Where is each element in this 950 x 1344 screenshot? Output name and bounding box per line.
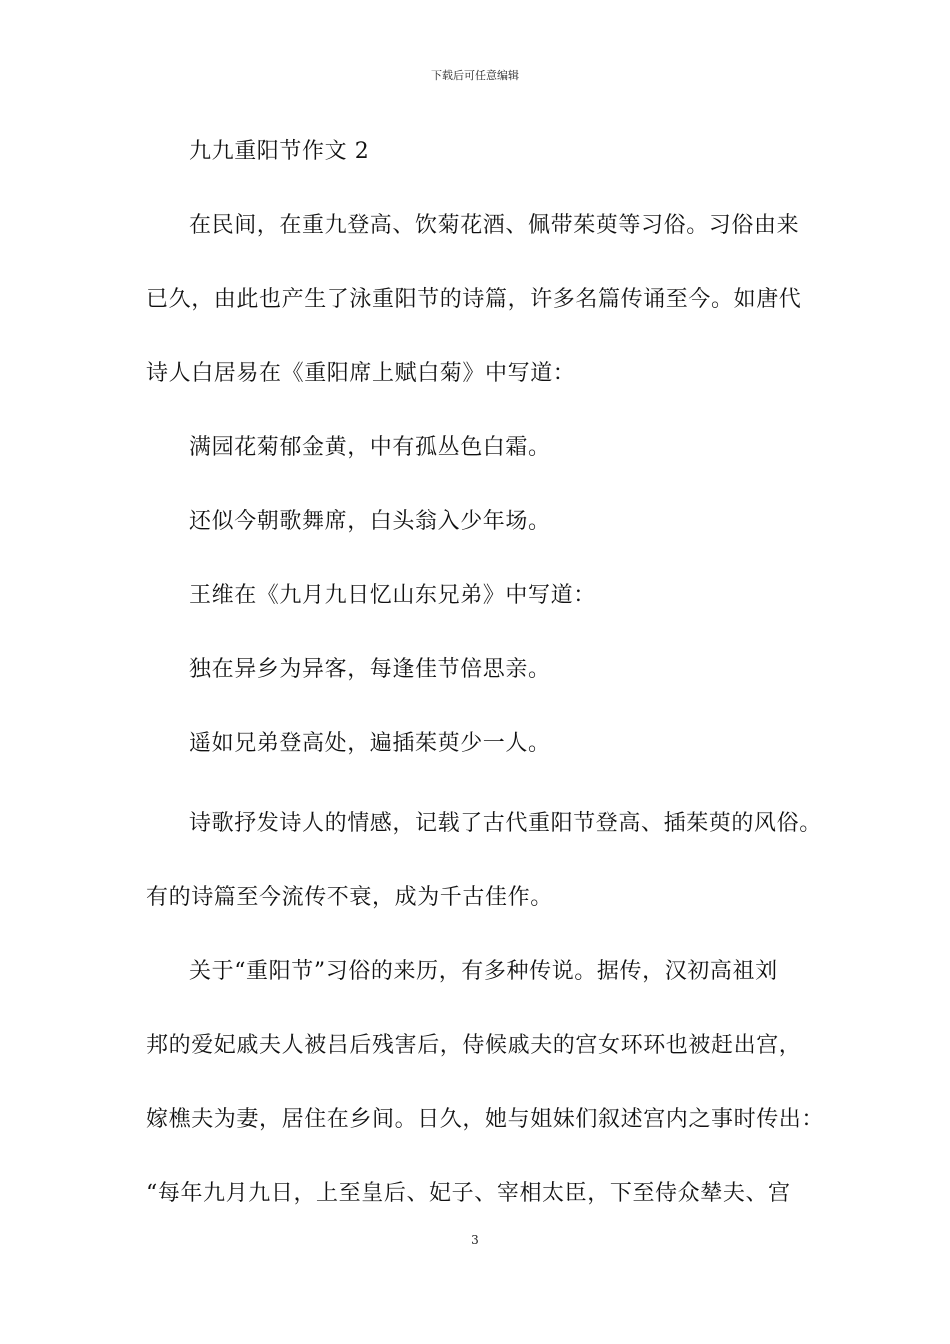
paragraph-line: 诗歌抒发诗人的情感，记载了古代重阳节登高、插茱萸的风俗。	[189, 811, 822, 836]
paragraph-line: 在民间，在重九登高、饮菊花酒、佩带茱萸等习俗。习俗由来	[189, 213, 800, 238]
poem-line: 独在异乡为异客，每逢佳节倍思亲。	[189, 657, 551, 682]
paragraph-line: 诗人白居易在《重阳席上赋白菊》中写道：	[146, 361, 576, 386]
paragraph-line: 有的诗篇至今流传不衰，成为千古佳作。	[146, 885, 553, 910]
page-number: 3	[471, 1233, 479, 1247]
paragraph-line: 关于“重阳节”习俗的来历，有多种传说。据传，汉初高祖刘	[189, 959, 778, 984]
paragraph-line: 嫁樵夫为妻，居住在乡间。日久，她与姐妹们叙述宫内之事时传出：	[146, 1107, 825, 1132]
document-title: 九九重阳节作文 2	[189, 139, 370, 164]
paragraph-line: 邦的爱妃戚夫人被吕后残害后，侍候戚夫的宫女环环也被赶出宫，	[146, 1033, 802, 1058]
poem-line: 满园花菊郁金黄，中有孤丛色白霜。	[189, 435, 551, 460]
paragraph-line: 王维在《九月九日忆山东兄弟》中写道：	[189, 583, 596, 608]
paragraph-line: “每年九月九日，上至皇后、妃子、宰相太臣，下至侍众辇夫、宫	[146, 1181, 791, 1206]
poem-line: 遥如兄弟登高处，遍插茱萸少一人。	[189, 731, 551, 756]
poem-line: 还似今朝歌舞席，白头翁入少年场。	[189, 509, 551, 534]
page-header: 下载后可任意编辑	[431, 69, 519, 82]
paragraph-line: 已久，由此也产生了泳重阳节的诗篇，许多名篇传诵至今。如唐代	[146, 287, 802, 312]
